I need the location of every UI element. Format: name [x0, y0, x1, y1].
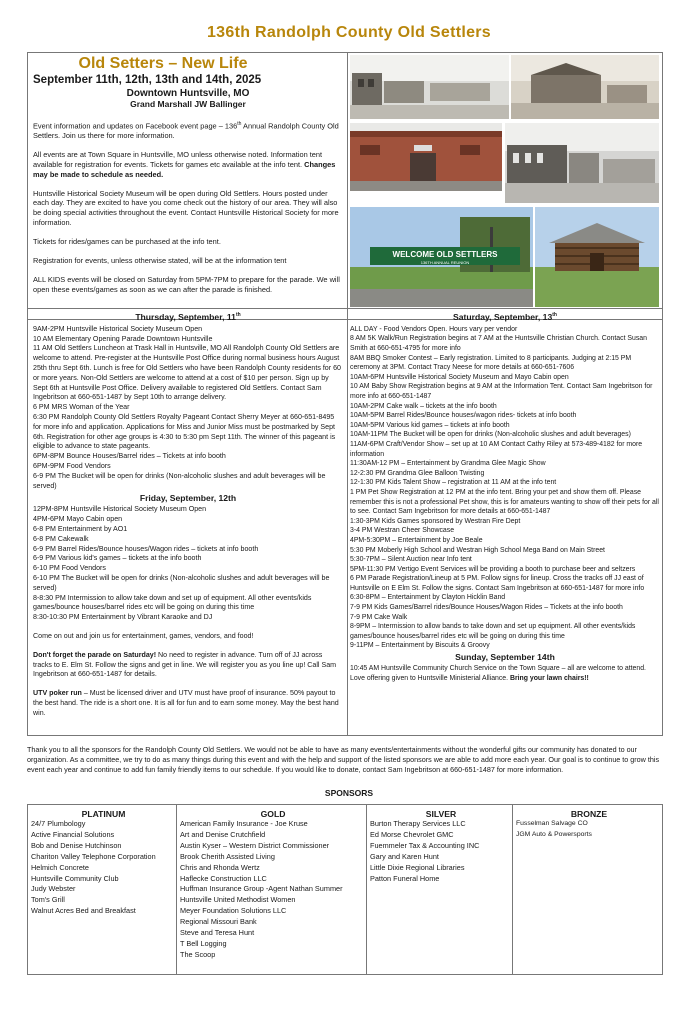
sponsor-name: Chris and Rhonda Wertz — [180, 862, 260, 872]
list-item: 9-11PM – Entertainment by Biscuits & Groovy — [350, 642, 490, 650]
sponsor-name: 24/7 Plumbology — [31, 819, 86, 828]
list-item: 9AM-2PM Huntsville Historical Society Museum Open — [33, 324, 203, 333]
list-item: 12PM-8PM Huntsville Historical Society Museum Open — [33, 505, 207, 514]
column-divider-bottom — [347, 308, 348, 736]
sunday-service: 10:45 AM Huntsville Community Church Service on the Town Square – all are welcome to attend. Love offering given to Huntsville Ministerial Alliance. Bring your lawn chairs!! — [350, 665, 646, 682]
list-item: 6-10 PM Food Vendors — [33, 564, 106, 573]
weekend-column — [350, 310, 660, 683]
sponsor-name: Tom's Grill — [31, 895, 65, 905]
list-item: 6PM-9PM Food Vendors — [33, 462, 111, 471]
list-item: 11AM-6PM Craft/Vendor Show – set up at 10 AM Contact Cathy Riley at 573-489-4182 for more information — [350, 440, 643, 458]
event-dates: September 11th, 12th, 13th and 14th, 2025 — [33, 74, 262, 86]
sponsor-name: Art and Denise Crutchfield — [180, 829, 266, 839]
list-item: 4PM-5:30PM – Entertainment by Joe Beale — [350, 536, 483, 544]
list-item: 10 AM Elementary Opening Parade Downtown Huntsville — [33, 334, 213, 343]
sponsor-name: Austin Kyser – Western District Commissioner — [180, 840, 330, 850]
page-title: 136th Randolph County Old Settlers — [206, 24, 491, 41]
sponsor-name: Chariton Valley Telephone Corporation — [31, 851, 156, 861]
list-item: 6-9 PM The Bucket will be open for drinks (Non-alcoholic slushes and adult beverages will be served) — [33, 471, 326, 490]
list-item: ALL DAY - Food Vendors Open. Hours vary per vendor — [350, 325, 518, 333]
intro-kids-note: ALL KIDS events will be closed on Saturday from 5PM-7PM to prepare for the parade. We will open these events/games as soon as we can after the parade is finished. — [33, 275, 340, 294]
list-item: 8 AM 5K Walk/Run Registration begins at 7 AM at the Huntsville Christian Church. Contact Susan Smith at 660-651-4795 for more info — [350, 335, 647, 353]
list-item: 6-8 PM Cakewalk — [33, 534, 89, 543]
sponsor-name: Ed Morse Chevrolet GMC — [370, 829, 454, 839]
list-item: 6 PM Parade Registration/Lineup at 5 PM. Follow signs for lineup. Cross the tracks off JJ east of Huntsville on E Elm St. Follow the signs. Contact Sam Ingebritson at 660-651-1487 for more info — [350, 575, 645, 592]
list-item: 12-1:30 PM Kids Talent Show – registration at 11 AM at the info tent — [350, 479, 557, 487]
photo-main-street — [505, 123, 659, 203]
come-out-note: Come on out and join us for entertainment, games, vendors, and food! — [33, 631, 254, 640]
list-item: 10 AM Baby Show Registration begins at 9 AM at the Information Tent. Contact Sam Ingebritson for more info at 660-651-1487 — [350, 383, 653, 401]
intro-registration: Registration for events, unless otherwise stated, will be at the information tent — [33, 255, 287, 265]
list-item: 10AM-11PM The Bucket will be open for drinks (Non-alcoholic slushes and adult beverages) — [350, 431, 631, 439]
list-item: 12-2:30 PM Grandma Glee Balloon Twisting — [350, 469, 485, 477]
tier-heading-bronze: BRONZE — [570, 809, 608, 819]
sponsor-name: Brook Cherith Assisted Living — [180, 851, 275, 861]
list-item: 5:30 PM Moberly High School and Westran High School Mega Band on Main Street — [350, 546, 605, 554]
list-item: 6-8 PM Entertainment by AO1 — [33, 525, 128, 533]
sponsor-name: Regional Missouri Bank — [180, 917, 257, 927]
list-item: 4PM-6PM Mayo Cabin open — [33, 515, 123, 524]
sunday-heading: Sunday, September 14th — [455, 652, 555, 663]
list-item: 10AM-2PM Cake walk – tickets at the info booth — [350, 402, 497, 410]
tier-heading-gold: GOLD — [260, 809, 286, 819]
list-item: 6PM-8PM Bounce Houses/Barrel rides – Tickets at info booth — [33, 452, 226, 461]
sponsor-name: T Bell Logging — [180, 938, 227, 948]
utv-note: UTV poker run – Must be licensed driver and UTV must have proof of insurance. 50% payout to the best hand. The ride is a short one. It is all for fun and to earn some money. May the best hand win. — [33, 689, 339, 717]
list-item: 1:30-3PM Kids Games sponsored by Westran Fire Dept — [350, 517, 521, 525]
sponsor-name: Fusselman Salvage CO — [516, 820, 588, 827]
sponsor-name: Active Financial Solutions — [31, 829, 115, 839]
sponsor-name: Meyer Foundation Solutions LLC — [180, 906, 287, 916]
sponsor-name: Helmich Concrete — [31, 862, 89, 872]
photo-log-cabin — [535, 207, 659, 307]
sponsor-name: The Scoop — [180, 949, 216, 959]
photo-welcome-banner — [350, 207, 533, 307]
sponsors-title: SPONSORS — [324, 788, 374, 798]
thursday-column — [33, 310, 343, 719]
friday-heading: Friday, September, 12th — [139, 493, 237, 504]
sponsor-name: Huffman Insurance Group -Agent Nathan Summer — [180, 884, 343, 894]
list-item: 10AM-5PM Barrel Rides/Bounce houses/wagon rides- tickets at info booth — [350, 412, 577, 420]
sponsor-column-gold — [176, 805, 366, 974]
list-item: 8AM BBQ Smoker Contest – Early registration. Limited to 8 participants. Judging at 2:15 PM ceremony at 3PM. Contact Tracy Neese for more details at 660-651-7606 — [350, 354, 632, 372]
list-item: 6:30 PM Randolph County Old Settlers Royalty Pageant Contact Sherry Meyer at 660-651-8495 for more info and application. Applications for Miss and Junior Miss must be postmarked by Sept 6th. Registration for other age groups is 4:30 to 5:30 pm Sept 11th. The winner of this pageant is eligible to advance to state pageants. — [33, 413, 336, 451]
event-name: Old Setters – New Life — [78, 55, 248, 72]
list-item: 10AM-5PM Various kid games – tickets at info booth — [350, 421, 510, 429]
list-item: 6-10 PM The Bucket will be open for drinks (Non-alcoholic slushes and adult beverages will be served) — [33, 573, 330, 592]
sponsor-name: Patton Funeral Home — [370, 873, 440, 883]
sponsor-name: Gary and Karen Hunt — [370, 851, 439, 861]
sponsors-table — [27, 804, 663, 975]
tier-heading-platinum: PLATINUM — [81, 809, 126, 819]
sponsor-column-platinum — [28, 805, 176, 974]
svg-text:136TH ANNUAL REUNION: 136TH ANNUAL REUNION — [420, 260, 470, 265]
event-location: Downtown Huntsville, MO — [126, 88, 250, 99]
sponsor-column-bronze — [512, 805, 662, 974]
list-item: 5PM-11:30 PM Vertigo Event Services will be providing a booth to purchase beer and seltzers — [350, 565, 636, 573]
sponsor-name: Haflecke Construction LLC — [180, 873, 267, 883]
svg-text:WELCOME OLD SETTLERS: WELCOME OLD SETTLERS — [392, 250, 498, 259]
photo-old-street — [350, 55, 509, 119]
photo-collage — [349, 53, 661, 308]
intro-location-note: All events are at Town Square in Huntsville, MO unless otherwise noted. Information tent available for registration for events. Tickets for games etc available at the info tent. Changes may be made to schedule as needed. — [33, 150, 336, 179]
saturday-heading: Saturday, September, 13th — [453, 311, 557, 322]
parade-note: Don't forget the parade on Saturday! No need to register in advance. Turn off of JJ across tracks to E. Elm St. Follow the signs and get in line. We will register you as you line up! Call Sam Ingebritson at 660-651-1487 for details. — [33, 650, 337, 679]
sponsor-thanks: Thank you to all the sponsors for the Randolph County Old Settlers. We would not be able to have as many events/entertainments without the wonderful gifts our community has donated to our organization. As a committee, we try to do as many things during this event and with the help and support of the listed sponsors we are able to add more each year. Our goal is to continue to grow this event each year and continue to add fun family friendly items to our schedule. If you would like to donate, contact Sam Ingebritson at 660-651-1487 for more information. — [27, 745, 660, 774]
tier-heading-silver: SILVER — [425, 809, 457, 819]
sponsor-name: Huntsville United Methodist Women — [180, 895, 296, 905]
intro-tickets: Tickets for rides/games can be purchased at the info tent. — [33, 236, 221, 246]
photo-brick-building — [350, 123, 502, 191]
thursday-heading: Thursday, September, 11th — [135, 311, 241, 322]
list-item: 3-4 PM Westran Cheer Showcase — [350, 527, 455, 535]
list-item: 8:30-10:30 PM Entertainment by Vibrant Karaoke and DJ — [33, 613, 213, 622]
list-item: 6 PM MRS Woman of the Year — [33, 403, 130, 412]
sponsor-column-silver — [366, 805, 512, 974]
sponsor-name: Judy Webster — [31, 884, 76, 894]
sponsor-name: Little Dixie Regional Libraries — [370, 862, 465, 872]
intro-facebook: Event information and updates on Facebook event page – 136th Annual Randolph County Old Settlers. Join us there for more information. — [33, 121, 339, 141]
sponsor-name: American Family Insurance - Joe Kruse — [180, 819, 308, 828]
section-divider — [27, 308, 663, 309]
sponsor-name: Huntsville Community Club — [31, 873, 119, 883]
intro-museum: Huntsville Historical Society Museum will be open during Old Settlers. Hours posted under each day. They are excited to have you come check out the history of our area. They will also be doing special activities throughout the event. Contact Huntsville Historical Society for more information. — [33, 188, 339, 227]
list-item: 7-9 PM Cake Walk — [350, 613, 408, 621]
list-item: 11 AM Old Settlers Luncheon at Trask Hall in Huntsville, MO All Randolph County Old Settlers are welcome to attend. Pre-register at the Huntsville Post Office during normal business hours August 25th thru Sept 6th. Lunch is free for Old Settlers who have been Randolph County residents for 60 or more years. Non-Old Settlers are welcome to attend at a cost of $10 per person. Sign up by Sept 6th at Huntsville Post Office. Delivery available to registered Old Settlers. Contact Sam Ingebritson at 660-651-1487 by Sept 10th to arrange delivery. — [33, 344, 341, 402]
sponsor-name: Walnut Acres Bed and Breakfast — [31, 906, 136, 916]
list-item: 11:30AM-12 PM – Entertainment by Grandma Glee Magic Show — [350, 460, 546, 468]
list-item: 6-9 PM Barrel Rides/Bounce houses/Wagon rides – tickets at info booth — [33, 544, 259, 553]
photo-old-building — [511, 55, 659, 119]
list-item: 6-9 PM Various kid's games – tickets at the info booth — [33, 554, 202, 563]
list-item: 7-9 PM Kids Games/Barrel rides/Bounce Houses/Wagon Rides – Tickets at the info booth — [350, 604, 623, 612]
list-item: 1 PM Pet Show Registration at 12 PM at the info tent. Bring your pet and show them off. Please remember this is not a professional Pet show, this is for amateurs wanting to show off their pets for all to see. Contact Sam Ingebritson for more details at 660-651-1487 — [350, 488, 659, 516]
list-item: 8-8:30 PM Intermission to allow take down and set up of equipment. All other events/kids games/bounce houses/barrel rides etc will be going on during this time — [33, 593, 312, 612]
grand-marshall: Grand Marshall JW Ballinger — [130, 98, 246, 109]
intro-section — [33, 56, 343, 304]
sponsor-name: Fuemmeler Tax & Accounting INC — [370, 840, 480, 850]
sponsor-name: Steve and Teresa Hunt — [180, 928, 255, 938]
sponsor-name: Burton Therapy Services LLC — [370, 819, 466, 828]
sponsor-name: JGM Auto & Powersports — [516, 830, 592, 838]
sponsor-name: Bob and Denise Hutchinson — [31, 840, 122, 850]
list-item: 5:30-7PM – Silent Auction near Info tent — [350, 556, 472, 564]
list-item: 8-9PM – Intermission to allow bands to take down and set up equipment. All other events/kids games/bounce houses/barrel rides etc will be going on during this time — [350, 623, 636, 640]
list-item: 10AM-6PM Huntsville Historical Society Museum and Mayo Cabin open — [350, 373, 569, 381]
column-divider-top — [347, 52, 348, 308]
list-item: 6:30-8PM – Entertainment by Clayton Hicklin Band — [350, 594, 506, 602]
